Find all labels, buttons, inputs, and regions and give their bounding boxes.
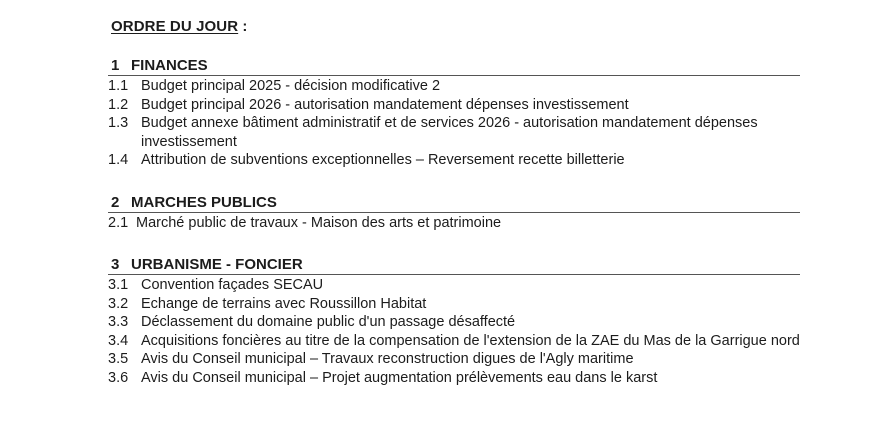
section-items	[108, 77, 800, 170]
agenda-title-suffix: :	[238, 18, 248, 35]
section-header	[108, 57, 800, 76]
section-title: URBANISME - FONCIER	[131, 256, 303, 273]
section-title: MARCHES PUBLICS	[131, 194, 277, 211]
agenda-item	[108, 313, 800, 332]
item-text: Avis du Conseil municipal – Projet augmentation prélèvements eau dans le karst	[141, 369, 658, 386]
item-number: 2.1	[108, 215, 129, 231]
item-text: Budget principal 2026 - autorisation mandatement dépenses investissement	[141, 96, 629, 113]
item-number: 3.1	[108, 277, 129, 293]
item-number: 1.4	[108, 152, 129, 169]
section-finances	[108, 57, 800, 170]
agenda-item	[108, 332, 800, 351]
item-number: 1.2	[108, 96, 129, 113]
section-number: 1	[111, 57, 120, 74]
item-number: 3.5	[108, 351, 129, 368]
item-number: 3.2	[108, 295, 129, 312]
item-text: Budget principal 2025 - décision modificative 2	[141, 78, 441, 94]
item-text: Convention façades SECAU	[141, 277, 324, 293]
item-text: Budget annexe bâtiment administratif et de services 2026 - autorisation mandatement dépenses investissement	[141, 115, 758, 150]
item-text: Attribution de subventions exceptionnelles – Reversement recette billetterie	[141, 152, 625, 169]
section-title: FINANCES	[131, 57, 208, 74]
section-header	[108, 256, 800, 275]
item-text: Avis du Conseil municipal – Travaux reconstruction digues de l'Agly maritime	[141, 351, 634, 368]
agenda-item	[108, 295, 800, 314]
item-number: 1.1	[108, 78, 129, 94]
section-number: 2	[111, 194, 120, 211]
agenda-item	[108, 369, 800, 388]
item-number: 3.4	[108, 332, 129, 349]
item-text: Marché public de travaux - Maison des arts et patrimoine	[136, 215, 502, 231]
item-number: 3.6	[108, 369, 129, 386]
item-text: Echange de terrains avec Roussillon Habitat	[141, 295, 427, 312]
section-header	[108, 194, 800, 213]
section-urbanisme-foncier	[108, 256, 800, 388]
section-number: 3	[111, 256, 120, 273]
agenda-item	[108, 350, 800, 369]
item-text: Déclassement du domaine public d'un passage désaffecté	[141, 314, 516, 331]
agenda-item	[108, 114, 800, 151]
agenda-item	[108, 96, 800, 115]
agenda-item	[108, 276, 800, 295]
agenda-item	[108, 151, 800, 170]
item-number: 3.3	[108, 314, 129, 331]
agenda-item	[108, 214, 800, 233]
agenda-title	[111, 18, 248, 35]
section-marches-publics	[108, 194, 800, 233]
section-items	[108, 276, 800, 388]
section-items	[108, 214, 800, 233]
item-text: Acquisitions foncières au titre de la compensation de l'extension de la ZAE du Mas de la Garrigue nord	[141, 332, 800, 349]
agenda-title-text: ORDRE DU JOUR	[111, 18, 239, 35]
item-number: 1.3	[108, 115, 129, 132]
agenda-item	[108, 77, 800, 96]
